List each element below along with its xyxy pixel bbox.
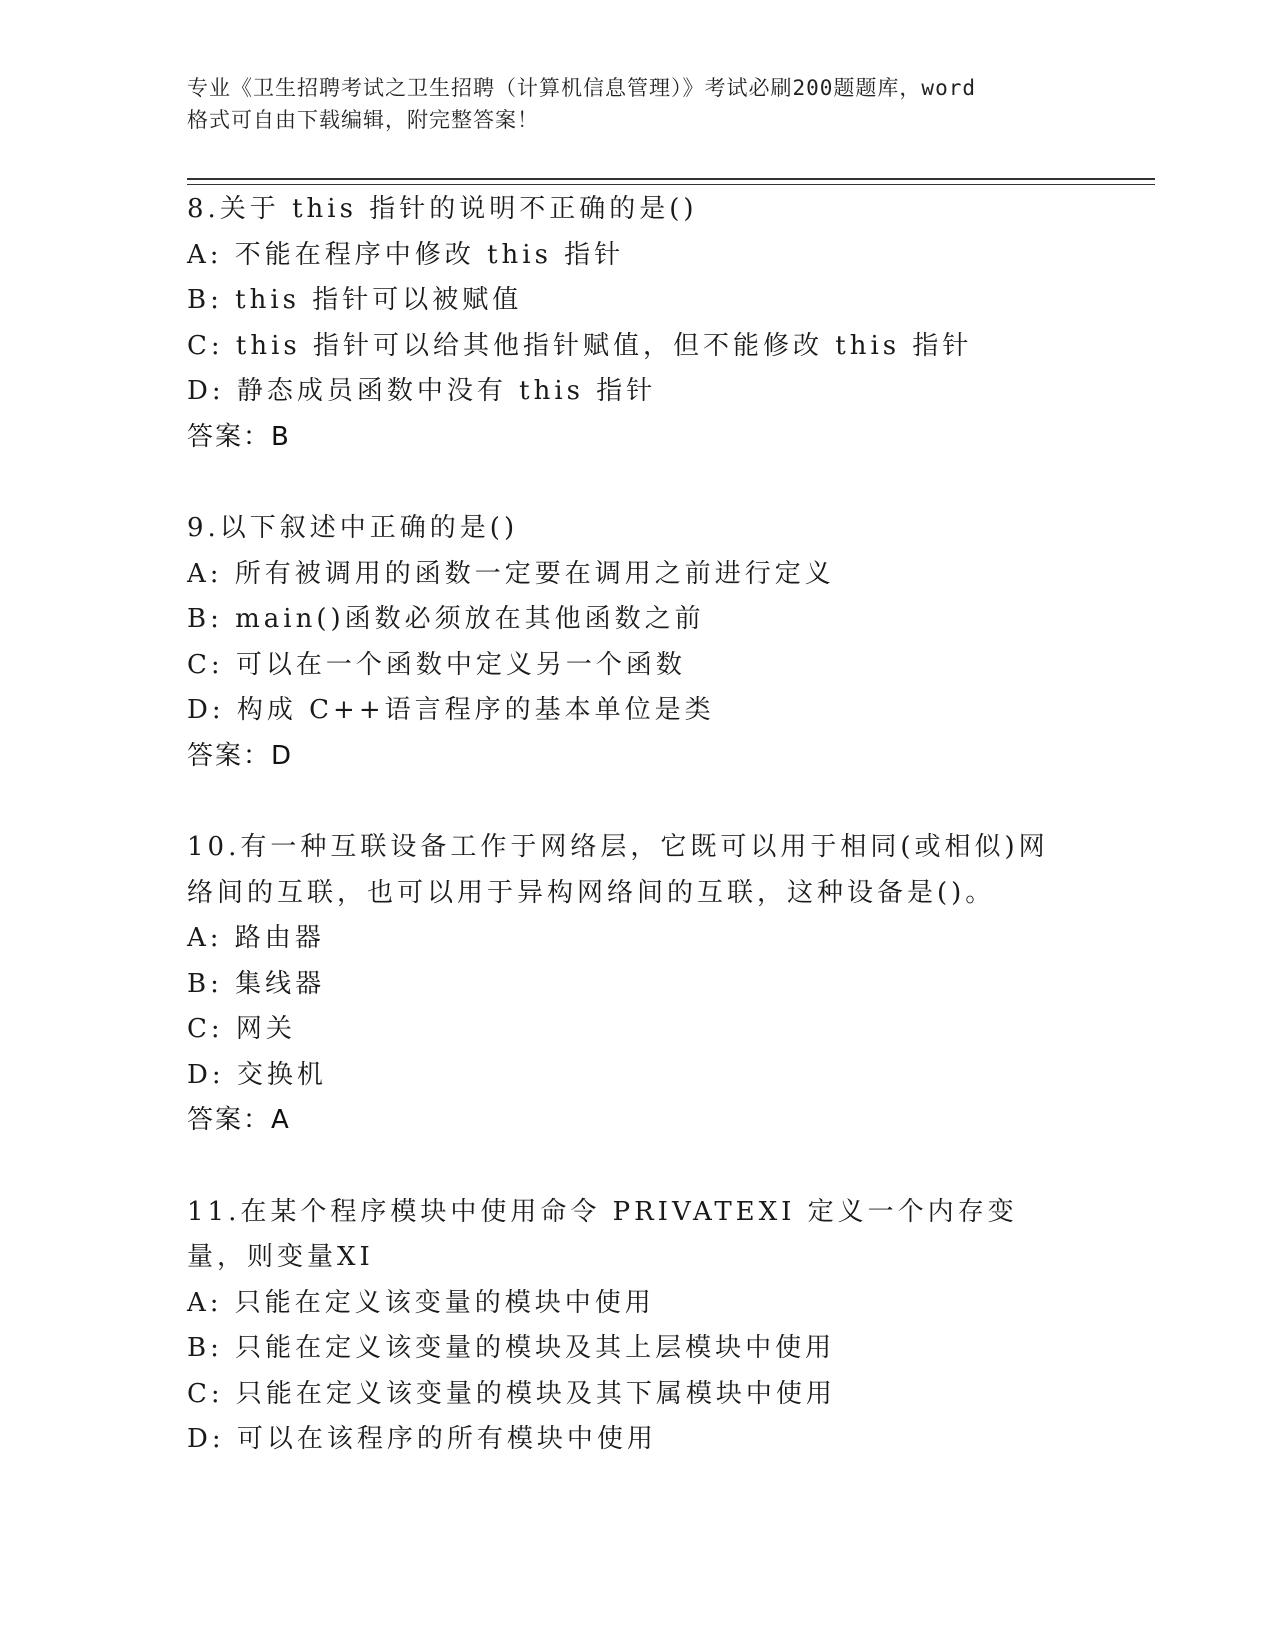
page-header xyxy=(187,72,1087,136)
answer-label: 答案：D xyxy=(187,740,294,771)
option-b: B: 集线器 xyxy=(187,968,326,999)
answer-label: 答案：A xyxy=(187,1105,291,1135)
option-c: C: 只能在定义该变量的模块及其下属模块中使用 xyxy=(187,1378,836,1409)
option-c: C: 网关 xyxy=(187,1014,296,1044)
option-a: A: 所有被调用的函数一定要在调用之前进行定义 xyxy=(187,558,835,589)
option-b: B: 只能在定义该变量的模块及其上层模块中使用 xyxy=(187,1333,836,1363)
question-stem: 8.关于 this 指针的说明不正确的是() xyxy=(187,194,698,224)
question-10 xyxy=(187,825,1087,1144)
header-divider-thick xyxy=(187,178,1155,180)
option-a: A: 不能在程序中修改 this 指针 xyxy=(187,239,625,270)
question-11 xyxy=(187,1190,1087,1463)
option-d: D: 静态成员函数中没有 this 指针 xyxy=(187,376,657,406)
question-stem: 10.有一种互联设备工作于网络层，它既可以用于相同(或相似)网络间的互联，也可以用于异构网络间的互联，这种设备是()。 xyxy=(187,832,1049,908)
answer-label: 答案：B xyxy=(187,421,291,452)
question-9 xyxy=(187,506,1087,779)
header-line-1: 专业《卫生招聘考试之卫生招聘（计算机信息管理）》考试必刷200题题库，word xyxy=(187,76,976,100)
question-stem: 9.以下叙述中正确的是() xyxy=(187,513,519,543)
header-divider-thin xyxy=(187,184,1155,185)
option-c: C: 可以在一个函数中定义另一个函数 xyxy=(187,649,686,680)
question-8 xyxy=(187,187,1087,460)
option-a: A: 只能在定义该变量的模块中使用 xyxy=(187,1287,655,1318)
option-c: C: this 指针可以给其他指针赋值，但不能修改 this 指针 xyxy=(187,330,973,361)
option-b: B: main()函数必须放在其他函数之前 xyxy=(187,604,705,634)
option-d: D: 交换机 xyxy=(187,1059,327,1090)
option-d: D: 构成 C++语言程序的基本单位是类 xyxy=(187,695,715,725)
option-b: B: this 指针可以被赋值 xyxy=(187,285,523,315)
question-stem: 11.在某个程序模块中使用命令 PRIVATEXI 定义一个内存变量，则变量XI xyxy=(187,1196,1018,1272)
question-list xyxy=(187,187,1087,1509)
header-line-2: 格式可自由下载编辑，附完整答案！ xyxy=(187,108,539,132)
option-d: D: 可以在该程序的所有模块中使用 xyxy=(187,1424,657,1454)
option-a: A: 路由器 xyxy=(187,923,325,953)
